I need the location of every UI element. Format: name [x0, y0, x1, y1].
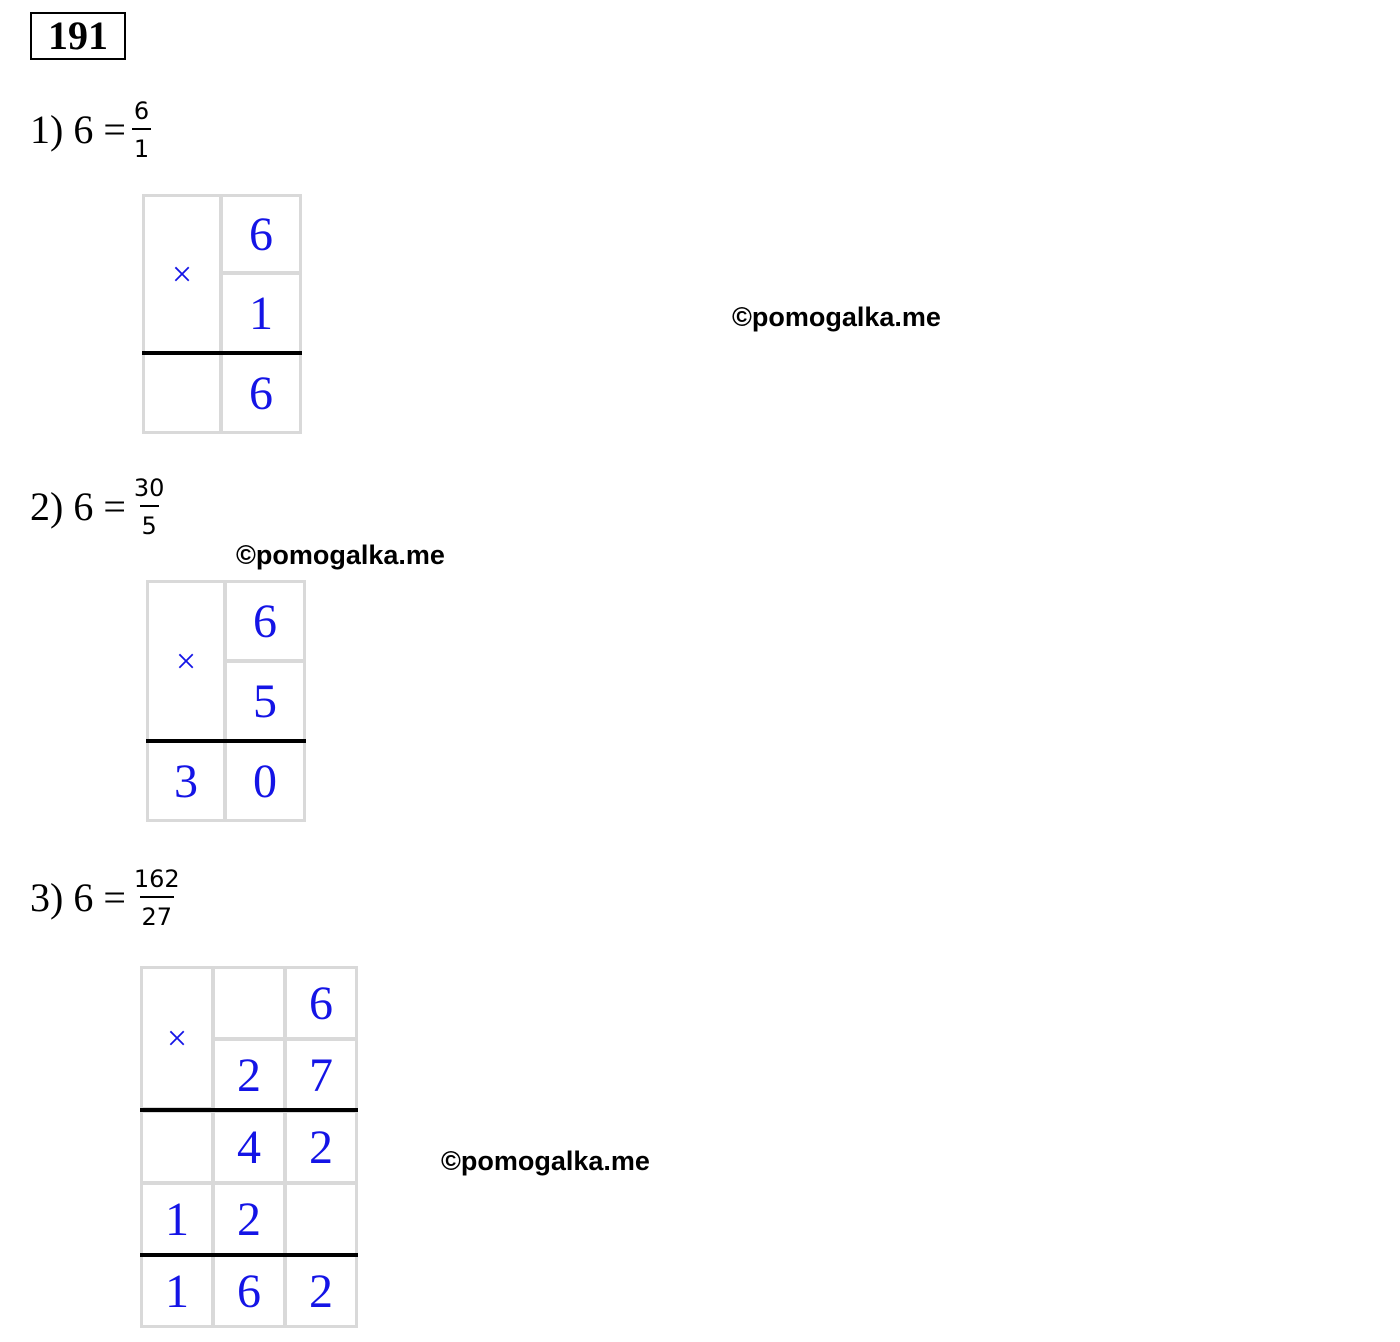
product-line	[140, 1108, 358, 1112]
times-sign: ×	[142, 194, 222, 354]
watermark: ©pomogalka.me	[441, 1146, 650, 1176]
grid-cell: 5	[224, 660, 306, 742]
fraction-3	[132, 866, 182, 930]
grid-cell: 7	[284, 1038, 358, 1112]
watermark: ©pomogalka.me	[732, 302, 941, 332]
equation-1-label: 1) 6 =	[30, 107, 126, 152]
grid-cell	[284, 1182, 358, 1256]
times-sign: ×	[146, 580, 226, 742]
result-line	[140, 1253, 358, 1257]
grid-cell: 6	[212, 1254, 286, 1328]
result-line	[146, 739, 306, 743]
grid-cell: 4	[212, 1110, 286, 1184]
result-line	[142, 351, 302, 355]
fraction-2-numerator: 30	[133, 474, 165, 502]
grid-cell: 2	[284, 1110, 358, 1184]
grid-cell: 2	[212, 1182, 286, 1256]
grid-cell: 6	[284, 966, 358, 1040]
grid-cell: 1	[140, 1182, 214, 1256]
grid-cell	[142, 352, 222, 434]
fraction-2-denominator: 5	[140, 505, 159, 539]
equation-2-label: 2) 6 =	[30, 484, 126, 529]
grid-cell	[212, 966, 286, 1040]
multiplication-grid-2	[146, 580, 306, 822]
watermark: ©pomogalka.me	[236, 540, 445, 570]
grid-cell: 1	[140, 1254, 214, 1328]
grid-cell: 3	[146, 740, 226, 822]
fraction-1-numerator: 6	[133, 97, 150, 125]
grid-cell	[140, 1110, 214, 1184]
grid-cell: 0	[224, 740, 306, 822]
equation-3	[30, 866, 182, 930]
grid-cell: 1	[220, 272, 302, 354]
multiplication-grid-1	[142, 194, 302, 434]
equation-1	[30, 98, 151, 162]
equation-2	[30, 475, 166, 539]
times-sign: ×	[140, 966, 214, 1110]
grid-cell: 2	[212, 1038, 286, 1112]
grid-cell: 2	[284, 1254, 358, 1328]
fraction-1	[132, 98, 151, 162]
fraction-3-numerator: 162	[133, 865, 180, 893]
fraction-2	[132, 475, 167, 539]
fraction-1-denominator: 1	[132, 128, 151, 162]
grid-cell: 6	[220, 194, 302, 274]
problem-number: 191	[30, 12, 126, 60]
grid-cell: 6	[224, 580, 306, 662]
multiplication-grid-3	[140, 966, 358, 1328]
equation-3-label: 3) 6 =	[30, 875, 126, 920]
grid-cell: 6	[220, 352, 302, 434]
fraction-3-denominator: 27	[140, 896, 175, 930]
